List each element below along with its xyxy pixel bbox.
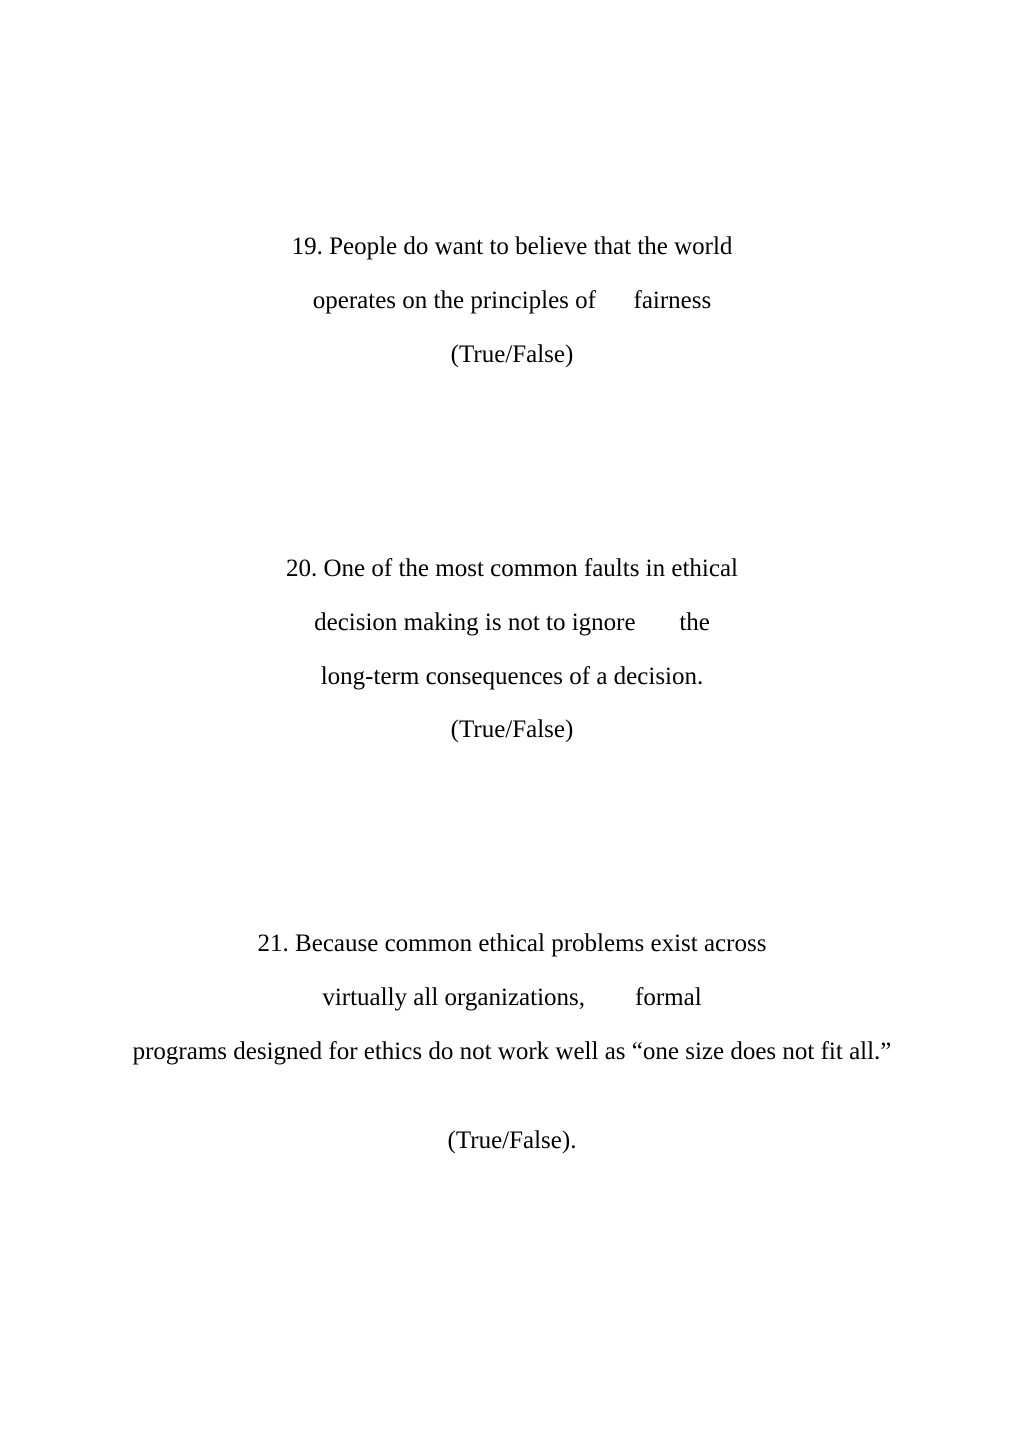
question-21-line-3: programs designed for ethics do not work well as “one size does not fit all.”: [132, 1038, 892, 1065]
question-20-line-2: decision making is not to ignore the: [314, 609, 710, 636]
question-19-line-2: operates on the principles of fairness: [312, 287, 712, 314]
question-20-line-1: 20. One of the most common faults in ethical: [286, 555, 738, 582]
question-21-line-1: 21. Because common ethical problems exist across: [257, 930, 767, 957]
question-20-answer-format: (True/False): [450, 716, 574, 743]
question-21-line-2: virtually all organizations, formal: [322, 984, 702, 1011]
question-21-answer-format: (True/False).: [447, 1127, 577, 1154]
question-20-line-3: long-term consequences of a decision.: [320, 663, 704, 690]
question-19-line-1: 19. People do want to believe that the world: [291, 233, 733, 260]
question-19-answer-format: (True/False): [450, 341, 574, 368]
